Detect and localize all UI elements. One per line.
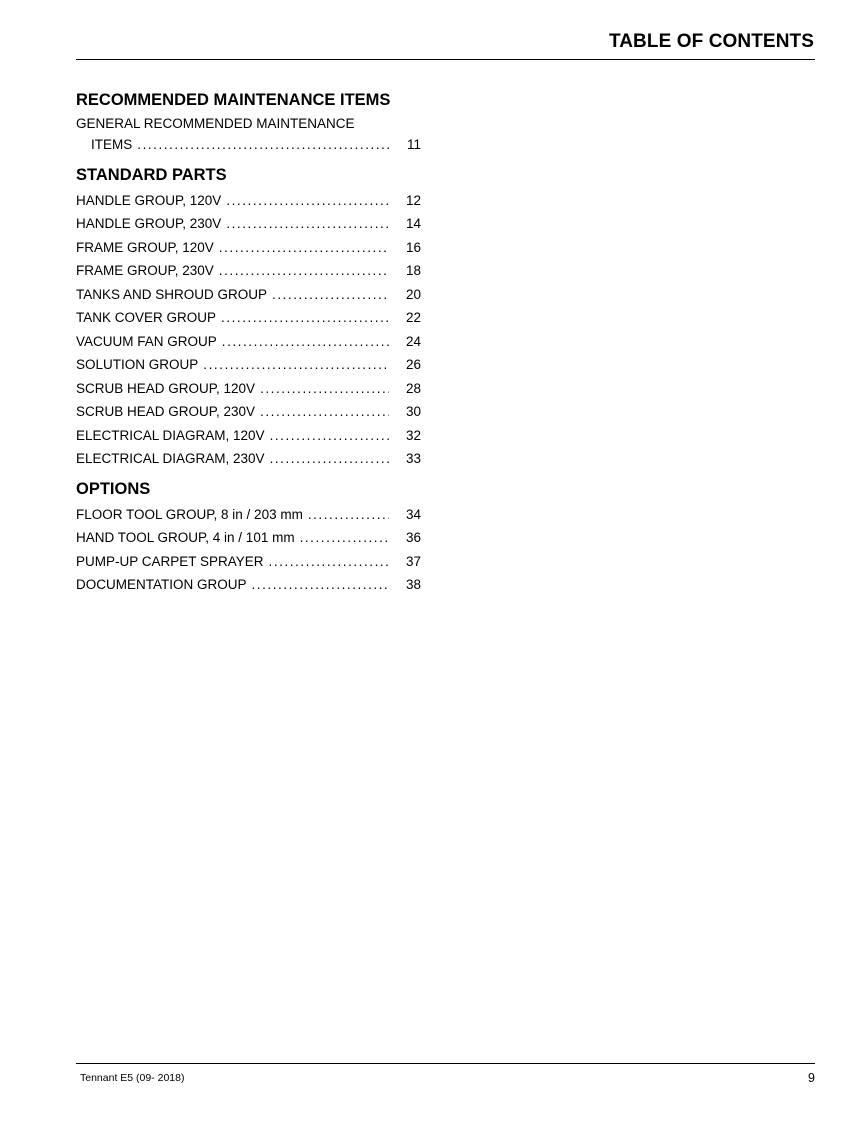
entry-text: FRAME GROUP, 230V [76, 263, 214, 278]
toc-entry[interactable] [76, 550, 421, 574]
dot-leader [252, 573, 390, 597]
toc-entry[interactable] [76, 377, 421, 401]
dot-leader [219, 259, 389, 283]
toc-section-maintenance [76, 90, 421, 157]
table-of-contents [76, 90, 421, 597]
header-divider [76, 59, 815, 60]
page-number: 33 [405, 451, 421, 466]
dot-leader [203, 353, 389, 377]
page-title: TABLE OF CONTENTS [608, 31, 814, 52]
toc-entry[interactable] [76, 259, 421, 283]
entry-text: TANK COVER GROUP [76, 310, 217, 325]
page-number: 32 [405, 427, 421, 443]
toc-entry[interactable] [76, 330, 421, 354]
entry-text: VACUUM FAN GROUP [76, 333, 217, 349]
entry-text: HAND TOOL GROUP, 4 in / 101 mm [76, 530, 295, 545]
page-number: 22 [405, 310, 421, 325]
entry-text: SCRUB HEAD GROUP, 120V [76, 380, 256, 396]
section-title: STANDARD PARTS [76, 165, 227, 184]
section-title: OPTIONS [76, 479, 151, 498]
entry-text: DOCUMENTATION GROUP [76, 577, 247, 592]
dot-leader [272, 283, 389, 307]
dot-leader [222, 330, 389, 354]
toc-entry[interactable] [76, 424, 421, 448]
page-number: 18 [405, 263, 421, 278]
entry-text: HANDLE GROUP, 230V [76, 216, 222, 231]
section-title: RECOMMENDED MAINTENANCE ITEMS [76, 91, 391, 109]
dot-leader [260, 377, 389, 401]
page-number: 11 [406, 137, 421, 152]
entry-text: TANKS AND SHROUD GROUP [76, 286, 268, 302]
entry-text: PUMP-UP CARPET SPRAYER [76, 553, 264, 569]
page-number: 20 [405, 286, 421, 302]
dot-leader [270, 447, 389, 471]
toc-entry-continuation[interactable] [76, 133, 421, 157]
entry-text: HANDLE GROUP, 120V [76, 192, 222, 208]
toc-entry[interactable] [76, 236, 421, 260]
entry-text: ITEMS [91, 137, 133, 152]
toc-section-options [76, 479, 421, 597]
dot-leader [219, 236, 389, 260]
dot-leader [137, 133, 389, 157]
entry-text: ELECTRICAL DIAGRAM, 120V [76, 427, 265, 443]
toc-entry[interactable] [76, 189, 421, 213]
toc-entry[interactable] [76, 306, 421, 330]
toc-entry[interactable] [76, 400, 421, 424]
toc-entry[interactable] [76, 283, 421, 307]
page-number: 14 [405, 216, 421, 231]
page-number: 16 [405, 239, 421, 255]
toc-entry[interactable] [76, 503, 421, 527]
dot-leader [260, 400, 389, 424]
dot-leader [270, 424, 389, 448]
page-number: 34 [405, 506, 421, 522]
entry-text: ELECTRICAL DIAGRAM, 230V [76, 451, 265, 466]
entry-text: SCRUB HEAD GROUP, 230V [76, 404, 256, 419]
dot-leader [221, 306, 389, 330]
page-number: 26 [405, 357, 421, 372]
entry-text: SOLUTION GROUP [76, 357, 199, 372]
dot-leader [226, 212, 389, 236]
page-number: 37 [405, 553, 421, 569]
entry-text: FLOOR TOOL GROUP, 8 in / 203 mm [76, 506, 303, 522]
dot-leader [308, 503, 389, 527]
toc-section-standard-parts [76, 165, 421, 471]
page-number: 36 [405, 530, 421, 545]
footer-divider [76, 1063, 815, 1064]
dot-leader [269, 550, 389, 574]
footer-page-number: 9 [808, 1071, 815, 1085]
entry-text: FRAME GROUP, 120V [76, 239, 214, 255]
toc-entry[interactable] [76, 353, 421, 377]
page-number: 30 [405, 404, 421, 419]
page-number: 38 [405, 577, 421, 592]
dot-leader [226, 189, 389, 213]
dot-leader [300, 526, 389, 550]
toc-entry[interactable] [76, 447, 421, 471]
footer-document-id: Tennant E5 (09- 2018) [80, 1072, 185, 1084]
toc-entry[interactable] [76, 573, 421, 597]
toc-entry[interactable] [76, 114, 421, 133]
entry-text: GENERAL RECOMMENDED MAINTENANCE [76, 116, 355, 131]
page-number: 24 [405, 333, 421, 349]
toc-entry[interactable] [76, 526, 421, 550]
page-number: 28 [405, 380, 421, 396]
toc-entry[interactable] [76, 212, 421, 236]
page-number: 12 [405, 192, 421, 208]
